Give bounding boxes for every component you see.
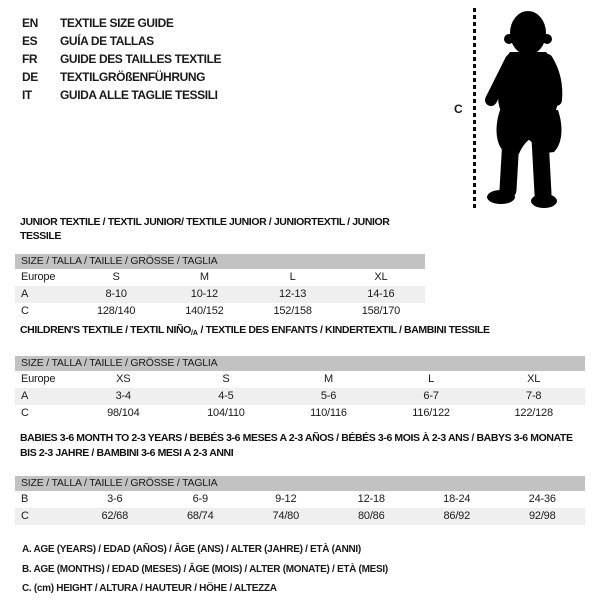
size-value-cell: 62/68	[101, 510, 129, 522]
size-value-cell: M	[199, 271, 209, 283]
size-value-cell: 5-6	[320, 390, 337, 402]
size-header-bar: SIZE / TALLA / TAILLE / GRÖSSE / TAGLIA	[15, 476, 585, 491]
size-value-cell: 128/140	[96, 305, 136, 317]
size-value-cell: 6-9	[192, 493, 208, 505]
size-value-cell: 140/152	[185, 305, 224, 317]
size-value-cell: S	[112, 271, 120, 283]
table-row	[15, 371, 585, 388]
junior-table-section	[15, 215, 425, 320]
size-value-cell: 110/116	[310, 407, 347, 419]
table-title-text: CHILDREN'S TEXTILE / TEXTIL NIÑO	[20, 324, 191, 336]
babies-size-table	[15, 476, 585, 525]
language-row	[22, 14, 221, 32]
size-value-cell: 68/74	[186, 510, 214, 522]
table-title-subscript: /A	[190, 330, 198, 337]
table-row	[15, 508, 585, 525]
size-value-cell: 14-16	[367, 288, 395, 300]
toddler-silhouette-icon	[480, 0, 600, 212]
language-code: FR	[22, 52, 38, 66]
size-value-cell: 86/92	[443, 510, 471, 522]
children-table-section	[15, 323, 585, 422]
footnotes	[22, 540, 388, 599]
height-measure-label: C	[454, 102, 463, 116]
row-label-cell: C	[21, 407, 29, 419]
size-value-cell: 74/80	[272, 510, 300, 522]
size-value-cell: 104/110	[207, 407, 245, 419]
size-value-cell: 158/170	[361, 305, 401, 317]
size-value-cell: 8-10	[105, 288, 127, 300]
table-row	[15, 491, 585, 508]
size-value-cell: XL	[527, 373, 541, 385]
size-value-cell: 4-5	[218, 390, 234, 402]
row-label-cell: Europe	[21, 373, 56, 385]
language-title-list	[22, 14, 221, 104]
language-title: TEXTILE SIZE GUIDE	[60, 16, 174, 30]
table-title: BABIES 3-6 MONTH TO 2-3 YEARS / BEBÉS 3-6 MESES A 2-3 AÑOS / BÉBÉS 3-6 MOIS À 2-3 ANS / BABYS 3-6 MONATE BIS 2-3 JAHRE / BAMBINI 3-6 MESI A 2-3 ANNI	[20, 432, 573, 459]
size-value-cell: L	[289, 271, 296, 283]
row-label-cell: A	[21, 288, 29, 300]
size-value-cell: 80/86	[357, 510, 385, 522]
size-value-cell: L	[428, 373, 435, 385]
size-value-cell: 12-13	[279, 288, 307, 300]
height-measure-dashed-line	[473, 8, 476, 208]
size-value-cell: 12-18	[357, 493, 385, 505]
language-title: GUÍA DE TALLAS	[60, 34, 154, 48]
table-row	[15, 286, 425, 303]
row-label-cell: Europe	[21, 271, 56, 283]
size-value-cell: 152/158	[273, 305, 312, 317]
table-row	[15, 269, 425, 286]
table-title: JUNIOR TEXTILE / TEXTIL JUNIOR/ TEXTILE JUNIOR / JUNIORTEXTIL / JUNIOR TESSILE	[20, 216, 390, 242]
size-value-cell: 116/122	[412, 407, 450, 419]
table-row	[15, 303, 425, 320]
language-code: DE	[22, 70, 38, 84]
size-value-cell: 3-4	[115, 390, 131, 402]
language-code: IT	[22, 88, 32, 102]
footnote-a: A. AGE (YEARS) / EDAD (AÑOS) / ÂGE (ANS) / ALTER (JAHRE) / ETÀ (ANNI)	[22, 544, 361, 555]
row-label-cell: B	[21, 493, 29, 505]
size-value-cell: 98/104	[107, 407, 140, 419]
language-code: EN	[22, 16, 38, 30]
language-title: GUIDE DES TAILLES TEXTILE	[60, 52, 222, 66]
size-value-cell: XL	[374, 271, 388, 283]
row-label-cell: A	[21, 390, 29, 402]
footnote-c: C. (cm) HEIGHT / ALTURA / HAUTEUR / HÖHE / ALTEZZA	[22, 583, 277, 594]
row-label-cell: C	[21, 510, 29, 522]
table-title-text: / TEXTILE DES ENFANTS / KINDERTEXTIL / BAMBINI TESSILE	[197, 324, 490, 336]
table-row	[15, 405, 585, 422]
size-value-cell: M	[324, 373, 333, 385]
size-value-cell: 7-8	[526, 390, 542, 402]
language-row	[22, 68, 221, 86]
babies-table-section	[15, 431, 585, 525]
size-value-cell: 122/128	[514, 407, 553, 419]
size-value-cell: 10-12	[190, 288, 218, 300]
language-title: TEXTILGRÖßENFÜHRUNG	[60, 70, 206, 84]
size-value-cell: XS	[116, 373, 131, 385]
size-value-cell: 92/98	[528, 510, 556, 522]
language-row	[22, 50, 221, 68]
language-code: ES	[22, 34, 38, 48]
size-header-bar: SIZE / TALLA / TAILLE / GRÖSSE / TAGLIA	[15, 356, 585, 371]
language-row	[22, 32, 221, 50]
children-size-table	[15, 356, 585, 422]
size-value-cell: 24-36	[528, 493, 556, 505]
junior-size-table	[15, 254, 425, 320]
language-title: GUIDA ALLE TAGLIE TESSILI	[60, 88, 218, 102]
size-value-cell: S	[222, 373, 230, 385]
size-value-cell: 9-12	[275, 493, 297, 505]
table-row	[15, 388, 585, 405]
size-header-bar: SIZE / TALLA / TAILLE / GRÖSSE / TAGLIA	[15, 254, 425, 269]
size-value-cell: 6-7	[423, 390, 439, 402]
size-value-cell: 3-6	[107, 493, 123, 505]
row-label-cell: C	[21, 305, 29, 317]
table-title	[20, 323, 585, 341]
language-row	[22, 86, 221, 104]
size-value-cell: 18-24	[443, 493, 471, 505]
footnote-b: B. AGE (MONTHS) / EDAD (MESES) / ÂGE (MOIS) / ALTER (MONATE) / ETÀ (MESI)	[22, 563, 388, 575]
